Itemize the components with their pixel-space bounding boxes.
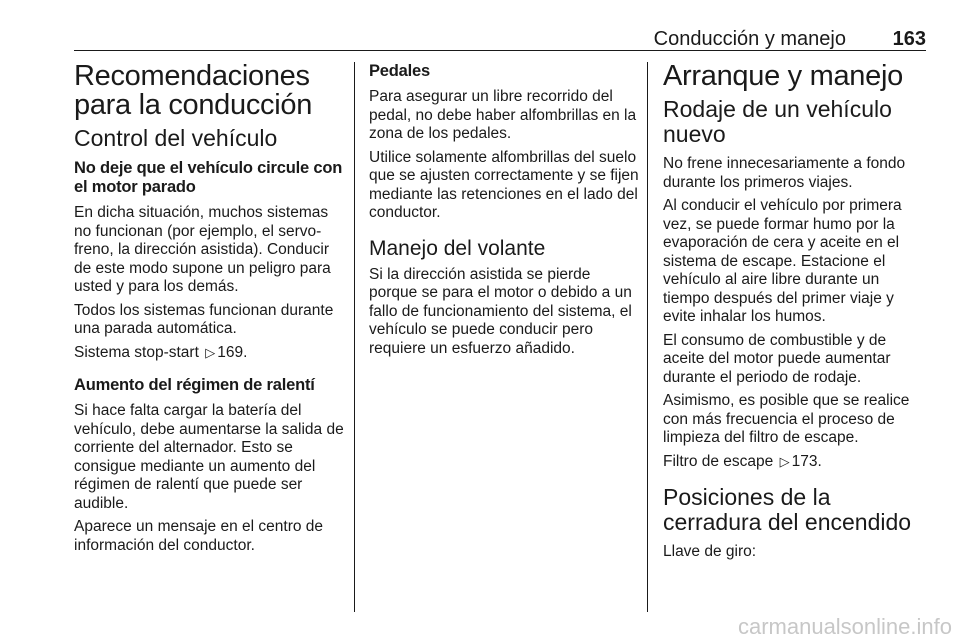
page-reference-icon: ▷ bbox=[779, 453, 790, 469]
paragraph: Para asegurar un libre recorrido del pedal, no debe haber alfombrillas en la zona de los pedales. bbox=[369, 88, 637, 142]
cross-reference bbox=[663, 453, 925, 472]
paragraph: Si la dirección asistida se pierde porque se para el motor o debido a un fallo de funcionamiento del sistema, el vehículo se puede conducir pero requiere un esfuerzo añadido. bbox=[369, 265, 632, 357]
cross-reference bbox=[74, 344, 344, 363]
column-divider bbox=[647, 62, 648, 612]
header-title: Conducción y manejo bbox=[653, 28, 846, 50]
section-subtitle: Posiciones de la cerradura del encendido bbox=[663, 484, 912, 535]
paragraph: Al conducir el vehículo por primera vez, se puede formar humo por la evaporación de cera y aceite en el sistema de escape. Estacione el vehículo al aire libre durante un tiempo después del primer viaje y evite inhalar los humos. bbox=[663, 197, 902, 325]
section-subtitle: Manejo del volante bbox=[369, 236, 546, 260]
paragraph: No frene innecesariamente a fondo durante los primeros viajes. bbox=[663, 155, 906, 191]
page-reference-icon: ▷ bbox=[205, 344, 216, 360]
subheading: Aumento del régimen de ralentí bbox=[74, 376, 315, 394]
paragraph: Si hace falta cargar la batería del vehículo, debe aumentarse la salida de corriente del alternador. Esto se consigue mediante un aumento del régimen de ralentí que puede ser audible. bbox=[74, 402, 344, 512]
paragraph: Llave de giro: bbox=[663, 543, 757, 560]
subheading: No deje que el vehículo circule con el motor parado bbox=[74, 159, 343, 196]
section-subtitle: Control del vehículo bbox=[74, 125, 278, 151]
section-title: Recomendaciones para la conducción bbox=[74, 60, 313, 121]
reference-page: 173. bbox=[791, 452, 822, 470]
column-divider bbox=[354, 62, 355, 612]
paragraph: En dicha situación, muchos sistemas no funcionan (por ejemplo, el servo-freno, la dirección asistida). Conducir de este modo supone un peligro para usted y para los demás. bbox=[74, 204, 331, 295]
reference-page: 169. bbox=[217, 343, 248, 361]
paragraph: Asimismo, es posible que se realice con más frecuencia el proceso de limpieza del filtro de escape. bbox=[663, 392, 910, 446]
section-subtitle: Rodaje de un vehículo nuevo bbox=[663, 96, 892, 147]
page-number: 163 bbox=[892, 28, 926, 50]
paragraph: El consumo de combustible y de aceite del motor puede aumentar durante el periodo de rodaje. bbox=[663, 331, 891, 386]
column-middle bbox=[369, 62, 639, 363]
column-left bbox=[74, 62, 344, 560]
reference-text: Filtro de escape bbox=[663, 452, 774, 470]
column-right bbox=[663, 62, 925, 567]
paragraph: Utilice solamente alfombrillas del suelo que se ajusten correctamente y se fijen mediante las retenciones en el lado del conductor. bbox=[369, 148, 639, 221]
paragraph: Todos los sistemas funcionan durante una parada automática. bbox=[74, 301, 334, 337]
subheading: Pedales bbox=[369, 62, 430, 80]
section-title: Arranque y manejo bbox=[663, 60, 903, 92]
watermark: carmanualsonline.info bbox=[737, 614, 952, 639]
paragraph: Aparece un mensaje en el centro de información del conductor. bbox=[74, 518, 324, 554]
page-header bbox=[74, 28, 926, 51]
reference-text: Sistema stop-start bbox=[74, 343, 199, 361]
